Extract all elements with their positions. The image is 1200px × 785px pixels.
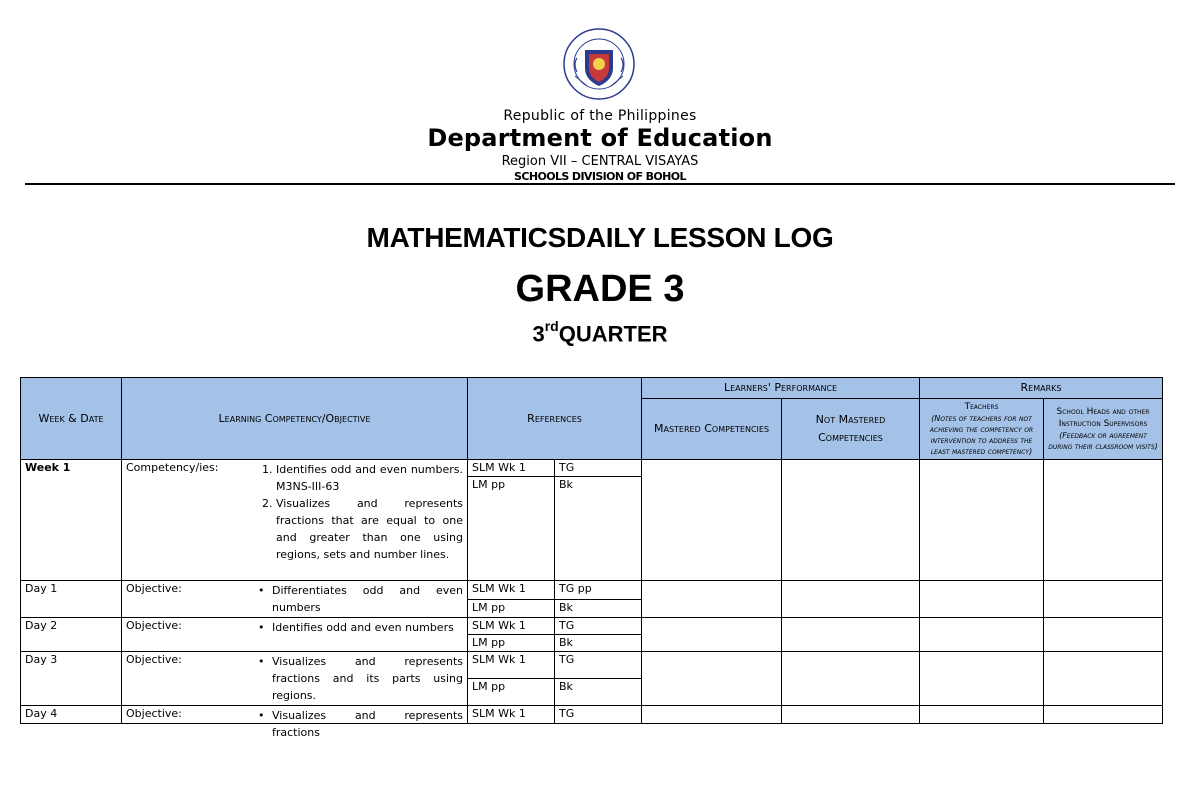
row-objective: Objective: • Differentiates odd and even numbers <box>122 581 468 618</box>
mastered-cell[interactable] <box>642 706 782 724</box>
mastered-cell[interactable] <box>642 618 782 652</box>
ref-cell: SLM Wk 1 <box>468 652 555 679</box>
mastered-cell[interactable] <box>642 652 782 706</box>
objective-item: • Visualizes and represents fractions and its parts using regions. <box>272 653 463 704</box>
competency-item: 1. Identifies odd and even numbers. M3NS-III-63 <box>276 461 463 495</box>
region-label: Region VII – CENTRAL VISAYAS <box>501 154 699 169</box>
not-mastered-cell[interactable] <box>782 618 920 652</box>
not-mastered-cell[interactable] <box>782 652 920 706</box>
not-mastered-cell[interactable] <box>782 706 920 724</box>
ref-cell: Bk <box>555 635 642 652</box>
ref-cell: TG <box>555 618 642 635</box>
quarter-title: 3rdQUARTER <box>532 318 668 347</box>
mastered-cell[interactable] <box>642 581 782 618</box>
teachers-cell[interactable] <box>920 618 1044 652</box>
row-date: Week 1 <box>21 460 122 581</box>
ref-cell: SLM Wk 1 <box>468 460 555 477</box>
department-title: Department of Education <box>427 124 773 152</box>
ref-cell: Bk <box>555 679 642 706</box>
row-date: Day 4 <box>21 706 122 724</box>
table-row <box>21 618 1163 635</box>
table-row <box>21 460 1163 477</box>
ref-cell: Bk <box>555 477 642 581</box>
not-mastered-cell[interactable] <box>782 581 920 618</box>
header-divider <box>25 183 1175 185</box>
objective-item: • Visualizes and represents fractions <box>272 707 463 741</box>
ref-cell: SLM Wk 1 <box>468 706 555 724</box>
ref-cell: LM pp <box>468 635 555 652</box>
row-date: Day 1 <box>21 581 122 618</box>
heads-cell[interactable] <box>1044 460 1163 581</box>
ref-cell: TG <box>555 652 642 679</box>
ref-cell: SLM Wk 1 <box>468 581 555 600</box>
objective-item: • Differentiates odd and even numbers <box>272 582 463 616</box>
ref-cell: Bk <box>555 599 642 618</box>
not-mastered-cell[interactable] <box>782 460 920 581</box>
competency-item: 2. Visualizes and represents fractions that are equal to one and greater than one using regions, sets and number lines. <box>276 495 463 563</box>
ref-cell: LM pp <box>468 599 555 618</box>
heads-cell[interactable] <box>1044 652 1163 706</box>
ref-cell: LM pp <box>468 679 555 706</box>
lesson-log-table <box>20 377 1163 739</box>
remarks-header: Remarks <box>920 378 1163 399</box>
references-header: References <box>468 378 642 460</box>
not-mastered-header: Not Mastered Competencies <box>782 399 920 460</box>
heads-cell[interactable] <box>1044 618 1163 652</box>
row-objective: Objective: • Identifies odd and even numbers <box>122 618 468 652</box>
table-row <box>21 706 1163 724</box>
ref-cell: TG <box>555 460 642 477</box>
republic-label: Republic of the Philippines <box>503 108 697 124</box>
row-date: Day 2 <box>21 618 122 652</box>
table-row <box>21 652 1163 679</box>
ref-cell: LM pp <box>468 477 555 581</box>
row-date: Day 3 <box>21 652 122 706</box>
teachers-cell[interactable] <box>920 581 1044 618</box>
teachers-cell[interactable] <box>920 706 1044 724</box>
row-objective: Objective: • Visualizes and represents fractions and its parts using regions. <box>122 652 468 706</box>
row-objective: Objective: • Visualizes and represents fractions <box>122 706 468 724</box>
document-title: MATHEMATICSDAILY LESSON LOG <box>366 222 834 253</box>
week-date-header: Week & Date <box>21 378 122 460</box>
row-competency: Competency/ies: 1. Identifies odd and even numbers. M3NS-III-63 2. Visualizes and represents fractions that are equal to one and greater than one using regions, sets and number lines. <box>122 460 468 581</box>
ref-cell: SLM Wk 1 <box>468 618 555 635</box>
teachers-header: Teachers (Notes of teachers for not achieving the competency or intervention to address the least mastered competency) <box>920 399 1044 460</box>
heads-header: School Heads and other Instruction Supervisors (Feedback or agreement during their classroom visits) <box>1044 399 1163 460</box>
deped-seal-icon <box>563 28 635 100</box>
objective-item: • Identifies odd and even numbers <box>272 619 463 636</box>
mastered-cell[interactable] <box>642 460 782 581</box>
table-row <box>21 581 1163 600</box>
ref-cell: TG <box>555 706 642 724</box>
teachers-cell[interactable] <box>920 652 1044 706</box>
division-label: SCHOOLS DIVISION OF BOHOL <box>514 170 686 183</box>
heads-cell[interactable] <box>1044 581 1163 618</box>
learners-performance-header: Learners' Performance <box>642 378 920 399</box>
competency-header: Learning Competency/Objective <box>122 378 468 460</box>
heads-cell[interactable] <box>1044 706 1163 724</box>
teachers-cell[interactable] <box>920 460 1044 581</box>
ref-cell: TG pp <box>555 581 642 600</box>
grade-title: GRADE 3 <box>515 268 685 310</box>
mastered-header: Mastered Competencies <box>642 399 782 460</box>
